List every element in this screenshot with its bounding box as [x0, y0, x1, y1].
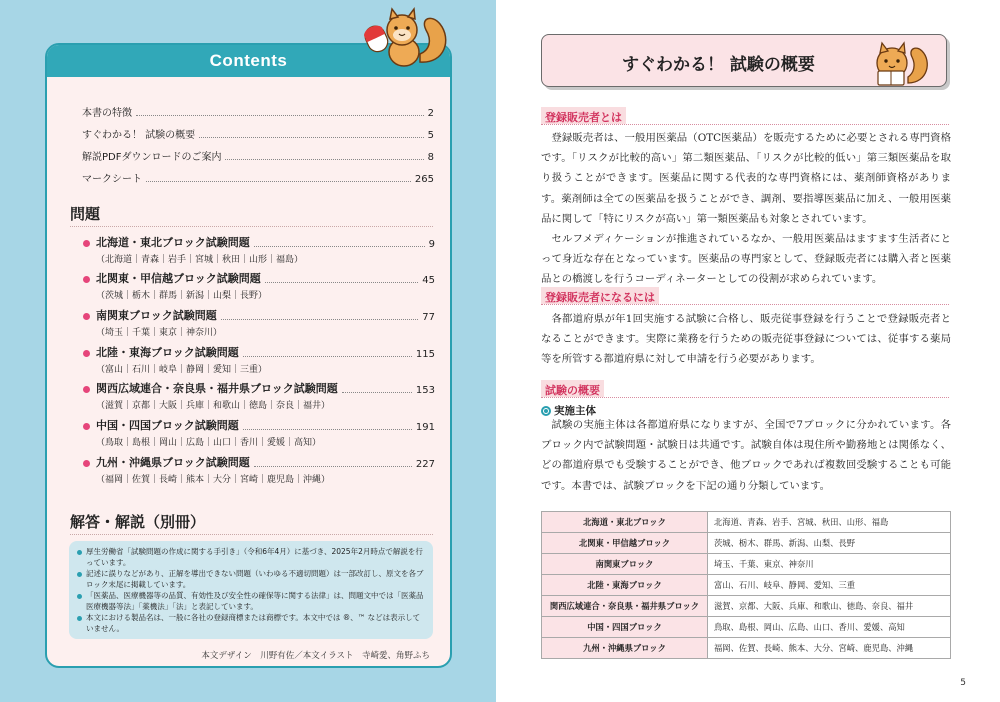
- heading-rule: [70, 534, 433, 535]
- block-table: [541, 511, 951, 659]
- chapter-title: 北海道・東北ブロック試験問題: [96, 236, 250, 249]
- toc-label: マークシート: [82, 174, 142, 185]
- note-text: 記述に誤りなどがあり、正解を導出できない問題（いわゆる不適切問題）は一部改訂し、原文を各ブロック末尾に掲載しています。: [86, 569, 424, 589]
- block-cell: 中国・四国ブロック: [542, 617, 708, 638]
- leader-dots: [254, 466, 412, 467]
- chapter-item[interactable]: [83, 271, 435, 301]
- prefectures-cell: 埼玉、千葉、東京、神奈川: [708, 554, 951, 575]
- chapter-page: 191: [415, 422, 435, 433]
- bullet-dot: [83, 313, 90, 320]
- chapter-prefectures: （茨城｜栃木｜群馬｜新潟｜山梨｜長野）: [96, 291, 268, 301]
- section-rule: [541, 124, 949, 125]
- note-bullet: [77, 594, 82, 599]
- note-item: [77, 613, 425, 634]
- chapter-title: 中国・四国ブロック試験問題: [96, 419, 239, 432]
- toc-page: 5: [427, 130, 434, 141]
- chapter-page: 153: [415, 385, 435, 396]
- chapter-prefectures: （埼玉｜千葉｜東京｜神奈川）: [96, 328, 223, 338]
- block-cell: 北関東・甲信越ブロック: [542, 533, 708, 554]
- table-row: [542, 512, 951, 533]
- chapter-page: 45: [422, 275, 435, 286]
- section-heading: 登録販売者になるには: [541, 287, 659, 304]
- toc-row[interactable]: [82, 125, 434, 141]
- chapter-item[interactable]: [83, 381, 435, 411]
- page-title: すぐわかる！ 試験の概要: [622, 55, 815, 75]
- leader-dots: [342, 392, 412, 393]
- contents-header: Contents: [47, 45, 450, 77]
- table-row: [542, 617, 951, 638]
- chapter-prefectures: （滋賀｜京都｜大阪｜兵庫｜和歌山｜徳島｜奈良｜福井）: [96, 401, 331, 411]
- block-cell: 九州・沖縄県ブロック: [542, 638, 708, 659]
- leader-dots: [146, 181, 411, 182]
- target-icon: [541, 406, 551, 416]
- note-text: 厚生労働省「試験問題の作成に関する手引き」（令和6年4月）に基づき、2025年2月時点で解説を行っています。: [86, 547, 423, 567]
- chapter-item[interactable]: [83, 345, 435, 375]
- toc-label: 本書の特徴: [82, 108, 132, 119]
- note-item: [77, 591, 425, 612]
- chapter-prefectures: （富山｜石川｜岐阜｜静岡｜愛知｜三重）: [96, 365, 268, 375]
- block-cell: 北海道・東北ブロック: [542, 512, 708, 533]
- toc-label: 解説PDFダウンロードのご案内: [82, 152, 222, 163]
- toc-page: 265: [414, 174, 434, 185]
- prefectures-cell: 滋賀、京都、大阪、兵庫、和歌山、徳島、奈良、福井: [708, 596, 951, 617]
- toc-row[interactable]: [82, 147, 434, 163]
- prefectures-cell: 富山、石川、岐阜、静岡、愛知、三重: [708, 575, 951, 596]
- bullet-dot: [83, 240, 90, 247]
- section-body: [541, 415, 951, 496]
- section-rule: [541, 304, 949, 305]
- chapter-title: 南関東ブロック試験問題: [96, 309, 217, 322]
- paragraph: 試験の実施主体は各都道府県になりますが、全国で7ブロックに分かれています。各ブロック内で試験問題・試験日は共通です。試験自体は現住所や勤務地とは関係なく、どの都道府県でも受験することができ、他ブロックであれば複数回受験することも可能です。本書では、試験ブロックを下記の通り分類しています。: [541, 419, 951, 492]
- note-text: 「医薬品、医療機器等の品質、有効性及び安全性の確保等に関する法律」は、問題文中では「医薬品医療機器等法」「薬機法」「法」と表記しています。: [86, 591, 424, 611]
- section-body: [541, 128, 951, 290]
- chapter-item[interactable]: [83, 235, 435, 265]
- leader-dots: [199, 137, 423, 138]
- prefectures-cell: 鳥取、島根、岡山、広島、山口、香川、愛媛、高知: [708, 617, 951, 638]
- title-box: [541, 34, 947, 87]
- squirrel-illustration: [360, 4, 454, 74]
- chapter-prefectures: （北海道｜青森｜岩手｜宮城｜秋田｜山形｜福島）: [96, 255, 304, 265]
- left-page: [0, 0, 496, 702]
- toc-row[interactable]: [82, 103, 434, 119]
- chapter-item[interactable]: [83, 418, 435, 448]
- leader-dots: [225, 159, 423, 160]
- block-cell: 関西広域連合・奈良県・福井県ブロック: [542, 596, 708, 617]
- chapter-title: 九州・沖縄県ブロック試験問題: [96, 456, 250, 469]
- chapter-item[interactable]: [83, 455, 435, 485]
- credits: 本文デザイン 川野有佐／本文イラスト 寺崎愛、角野ふち: [201, 651, 430, 661]
- note-item: [77, 569, 425, 590]
- note-bullet: [77, 616, 82, 621]
- questions-heading: 問題: [70, 205, 101, 223]
- bullet-dot: [83, 460, 90, 467]
- bullet-dot: [83, 386, 90, 393]
- chapter-title: 関西広域連合・奈良県・福井県ブロック試験問題: [96, 382, 338, 395]
- prefectures-cell: 北海道、青森、岩手、宮城、秋田、山形、福島: [708, 512, 951, 533]
- table-row: [542, 554, 951, 575]
- chapter-title: 北関東・甲信越ブロック試験問題: [96, 272, 261, 285]
- section-heading: 試験の概要: [541, 380, 604, 397]
- chapter-prefectures: （鳥取｜島根｜岡山｜広島｜山口｜香川｜愛媛｜高知）: [96, 438, 322, 448]
- toc-row[interactable]: [82, 169, 434, 185]
- leader-dots: [265, 282, 418, 283]
- note-text: 本文における製品名は、一般に各社の登録商標または商標です。本文中では ®、™ などは表示していません。: [86, 613, 421, 633]
- leader-dots: [136, 115, 424, 116]
- bullet-dot: [83, 350, 90, 357]
- heading-rule: [70, 226, 433, 227]
- chapter-title: 北陸・東海ブロック試験問題: [96, 346, 239, 359]
- note-bullet: [77, 572, 82, 577]
- note-item: [77, 547, 425, 568]
- table-row: [542, 596, 951, 617]
- bullet-dot: [83, 423, 90, 430]
- contents-card: [45, 43, 452, 668]
- squirrel-reading-illustration: [862, 39, 932, 87]
- table-row: [542, 533, 951, 554]
- paragraph: 各都道府県が年1回実施する試験に合格し、販売従事登録を行うことで登録販売者となることができます。実際に業務を行うための販売従事登録については、従事する薬局等を所管する都道府県に対して申請を行う必要があります。: [541, 313, 951, 366]
- subheading-label: 実施主体: [554, 405, 596, 417]
- paragraph: セルフメディケーションが推進されているなか、一般用医薬品はますます生活者にとって身近な存在となっています。医薬品の専門家として、登録販売者には購入者と医薬品との橋渡しを行うコーディネーターとしての役割が求められています。: [541, 233, 951, 286]
- chapter-page: 77: [422, 312, 435, 323]
- page-number: 5: [960, 678, 966, 688]
- leader-dots: [243, 429, 412, 430]
- paragraph: 登録販売者は、一般用医薬品（OTC医薬品）を販売するために必要とされる専門資格です。「リスクが比較的高い」第二類医薬品、「リスクが比較的低い」第三類医薬品を取り扱うことができます。医薬品に関する代表的な専門資格には、薬剤師資格があります。薬剤師は全ての医薬品を扱うことができ、調剤、要指導医薬品に加え、一般用医薬品に関して「特にリスクが高い」第一類医薬品も対象とされています。: [541, 132, 951, 225]
- section-rule: [541, 397, 949, 398]
- chapter-page: 115: [415, 349, 435, 360]
- answers-heading: 解答・解説（別冊）: [70, 513, 206, 531]
- toc-page: 8: [427, 152, 434, 163]
- leader-dots: [221, 319, 418, 320]
- chapter-prefectures: （福岡｜佐賀｜長崎｜熊本｜大分｜宮崎｜鹿児島｜沖縄）: [96, 475, 331, 485]
- chapter-page: 227: [415, 459, 435, 470]
- toc-label: すぐわかる！ 試験の概要: [82, 130, 196, 141]
- table-row: [542, 575, 951, 596]
- right-page: [496, 0, 1000, 702]
- prefectures-cell: 福岡、佐賀、長崎、熊本、大分、宮崎、鹿児島、沖縄: [708, 638, 951, 659]
- note-bullet: [77, 550, 82, 555]
- chapter-item[interactable]: [83, 308, 435, 338]
- toc-page: 2: [427, 108, 434, 119]
- table-row: [542, 638, 951, 659]
- chapter-page: 9: [428, 239, 435, 250]
- notes-box: [69, 541, 433, 639]
- leader-dots: [243, 356, 412, 357]
- prefectures-cell: 茨城、栃木、群馬、新潟、山梨、長野: [708, 533, 951, 554]
- bullet-dot: [83, 276, 90, 283]
- leader-dots: [254, 246, 425, 247]
- section-body: [541, 309, 951, 370]
- block-cell: 南関東ブロック: [542, 554, 708, 575]
- block-cell: 北陸・東海ブロック: [542, 575, 708, 596]
- section-heading: 登録販売者とは: [541, 107, 626, 124]
